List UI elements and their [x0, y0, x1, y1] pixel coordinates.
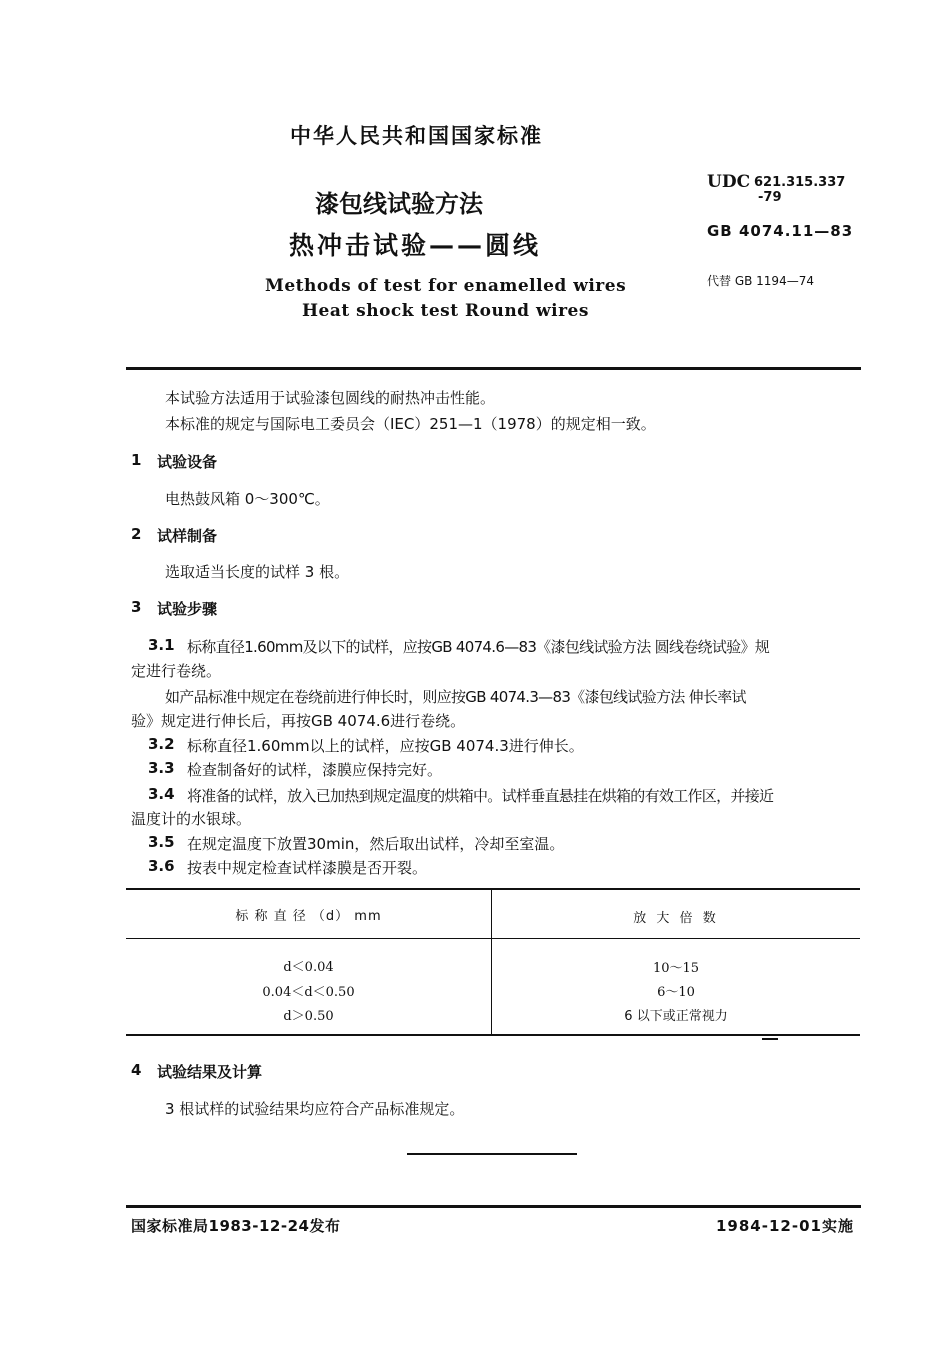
section-3-title: 试验步骤 [157, 600, 218, 618]
section-3-number: 3 [131, 598, 142, 616]
section-1-number: 1 [131, 451, 142, 469]
clause-3-1-line-1: 标称直径1.60mm及以下的试样，应按GB 4074.6—83《漆包线试验方法 圆线卷绕试验》规 [187, 638, 770, 656]
issuing-body: 中华人民共和国国家标准 [290, 124, 543, 148]
title-cn-line1: 漆包线试验方法 [315, 190, 483, 218]
section-2-number: 2 [131, 525, 142, 543]
clause-3-4-line-2: 温度计的水银球。 [131, 810, 252, 828]
clause-3-5-text: 在规定温度下放置30min，然后取出试样，冷却至室温。 [187, 835, 565, 853]
table-row-1-magnification: 10～15 [652, 961, 700, 976]
table-header-diameter: 标 称 直 径 （d） mm [235, 909, 382, 924]
clause-3-6-number: 3.6 [148, 857, 175, 875]
clause-3-5-number: 3.5 [148, 833, 175, 851]
table-header-rule [126, 938, 860, 939]
clause-3-1-number: 3.1 [148, 636, 175, 654]
issue-date: 国家标准局1983-12-24发布 [131, 1217, 341, 1235]
section-1-title: 试验设备 [157, 453, 218, 471]
table-corner-mark [762, 1038, 778, 1040]
table-bottom-rule [126, 1034, 860, 1036]
intro-line-2: 本标准的规定与国际电工委员会（IEC）251—1（1978）的规定相一致。 [165, 415, 656, 433]
udc-label: UDC [707, 172, 751, 192]
table-row-2-magnification: 6～10 [657, 985, 695, 1000]
table-row-1-diameter: d＜0.04 [283, 960, 334, 975]
table-top-rule [126, 888, 860, 890]
udc-suffix: -79 [758, 190, 782, 205]
clause-3-1-line-3: 如产品标准中规定在卷绕前进行伸长时，则应按GB 4074.3—83《漆包线试验方法 伸长率试 [165, 688, 746, 706]
section-4-number: 4 [131, 1061, 142, 1079]
clause-3-3-text: 检查制备好的试样，漆膜应保持完好。 [187, 761, 443, 779]
gb-code: GB 4074.11—83 [707, 222, 854, 240]
clause-3-1-line-2: 定进行卷绕。 [131, 662, 222, 680]
table-row-3-magnification: 6 以下或正常视力 [624, 1009, 728, 1024]
section-4-title: 试验结果及计算 [157, 1063, 263, 1081]
table-row-2-diameter: 0.04＜d＜0.50 [262, 985, 355, 1000]
footer-rule [126, 1205, 861, 1208]
clause-3-4-number: 3.4 [148, 785, 175, 803]
clause-3-2-number: 3.2 [148, 735, 175, 753]
clause-3-6-text: 按表中规定检查试样漆膜是否开裂。 [187, 859, 428, 877]
title-en-line2: Heat shock test Round wires [302, 301, 589, 321]
section-1-body: 电热鼓风箱 0～300℃。 [165, 490, 330, 508]
udc-number: 621.315.337 [754, 175, 846, 190]
title-en-line1: Methods of test for enamelled wires [265, 276, 627, 296]
clause-3-3-number: 3.3 [148, 759, 175, 777]
clause-3-2-text: 标称直径1.60mm以上的试样，应按GB 4074.3进行伸长。 [187, 737, 584, 755]
title-cn-line2: 热冲击试验——圆线 [289, 231, 542, 260]
section-2-title: 试样制备 [157, 527, 218, 545]
section-2-body: 选取适当长度的试样 3 根。 [165, 563, 350, 581]
intro-line-1: 本试验方法适用于试验漆包圆线的耐热冲击性能。 [165, 389, 496, 407]
clause-3-1-line-4: 验》规定进行伸长后，再按GB 4074.6进行卷绕。 [131, 712, 466, 730]
replaces-note: 代替 GB 1194—74 [707, 274, 814, 288]
header-rule [126, 367, 861, 370]
section-4-body: 3 根试样的试验结果均应符合产品标准规定。 [165, 1100, 465, 1118]
clause-3-4-line-1: 将准备的试样，放入已加热到规定温度的烘箱中。试样垂直悬挂在烘箱的有效工作区，并接近 [187, 787, 774, 805]
table-header-magnification: 放 大 倍 数 [633, 911, 719, 926]
end-of-text-rule [407, 1153, 577, 1155]
table-row-3-diameter: d＞0.50 [283, 1009, 334, 1024]
effective-date: 1984-12-01实施 [716, 1217, 854, 1235]
